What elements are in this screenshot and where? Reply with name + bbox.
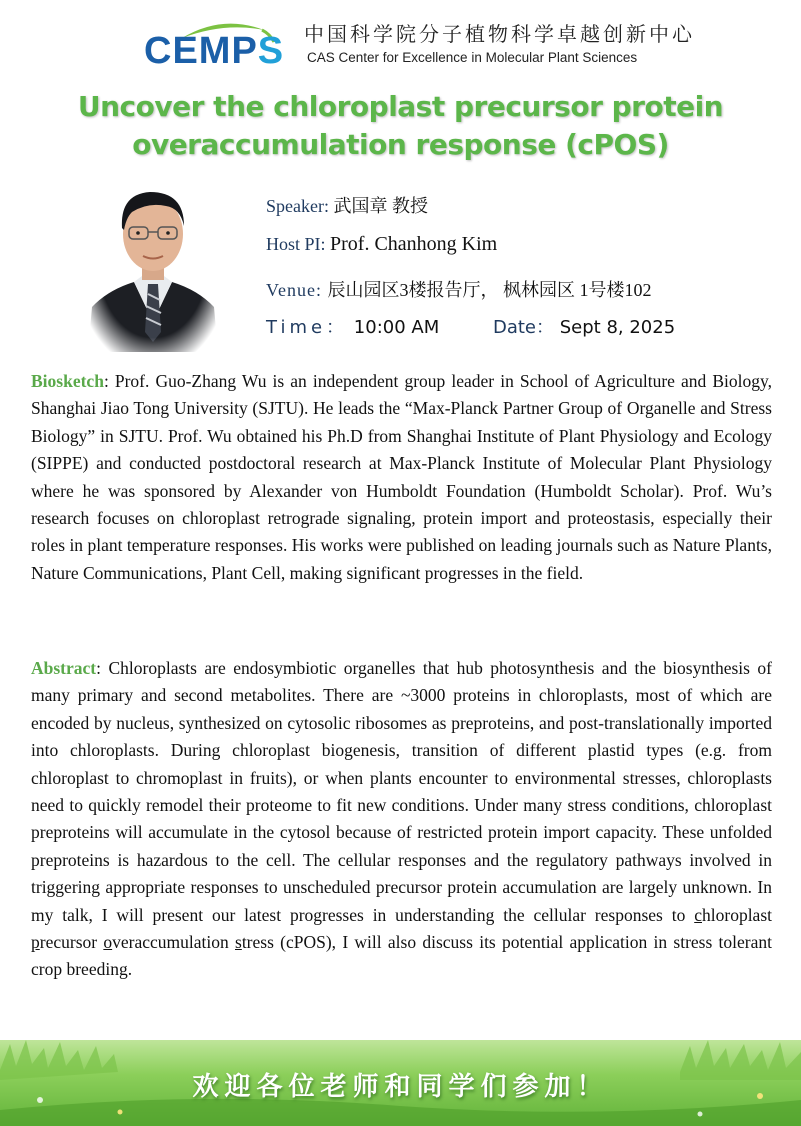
talk-title <box>0 88 801 164</box>
abstract-section: Abstract: Chloroplasts are endosymbiotic organelles that hub photosynthesis and the biosynthesis of many primary and second metabolites. There are ~3000 proteins in chloroplasts, most of which are encoded by nucleus, synthesized on cytosolic ribosomes as preproteins, and post-translationally imported into chloroplasts. During chloroplast biogenesis, transition of different plastid types (e.g. from chloroplast to chromoplast in fruits), or when plants encounter to environmental stresses, chloroplasts need to quickly remodel their proteome to fit new conditions. Under many stress conditions, chloroplast preproteins will accumulate in the cytosol because of restricted protein import capacity. These unfolded preproteins is hazardous to the cell. The cellular responses and the regulatory pathways involved in triggering appropriate responses to unscheduled precursor protein accumulation are largely unknown. In my talk, I will present our latest progresses in understanding the cellular responses to chloroplast precursor overaccumulation stress (cPOS), I will also discuss its potential application in stress tolerant crop breeding. <box>31 658 773 980</box>
abstract-label: Abstract <box>31 658 97 678</box>
header <box>0 10 801 70</box>
time-label: Time： <box>266 317 349 338</box>
biosketch-section <box>31 368 772 587</box>
speaker-row <box>266 192 428 218</box>
biosketch-text: : Prof. Guo-Zhang Wu is an independent group leader in School of Agriculture and Biology, Shanghai Jiao Tong University (SJTU). He leads the “Max-Planck Partner Group of Organelle and Stress Biology” in SJTU. Prof. Wu obtained his Ph.D from Shanghai Institute of Plant Physiology and Ecology (SIPPE) and conducted postdoctoral research at Max-Planck Institute of Molecular Plant Physiology where he was sponsored by Alexander von Humboldt Foundation (Humboldt Scholar). Prof. Wu’s research focuses on chloroplast retrograde signaling, protein import and proteostasis, especially their roles in plant temperature responses. His works were published on leading journals such as Nature Plants, Nature Communications, Plant Cell, making significant progresses in the field. <box>31 371 772 583</box>
speaker-value: 武国章 教授 <box>333 196 428 216</box>
venue-value: 辰山园区3楼报告厅， 枫林园区 1号楼102 <box>327 280 652 300</box>
time-row <box>266 313 675 339</box>
institution-name-cn: 中国科学院分子植物科学卓越创新中心 <box>304 22 695 46</box>
speaker-photo <box>88 172 218 352</box>
host-label: Host PI: <box>266 234 331 254</box>
institution-name-en: CAS Center for Excellence in Molecular Plant Sciences <box>307 50 638 65</box>
host-value: Prof. Chanhong Kim <box>330 233 498 255</box>
date-value: Sept 8, 2025 <box>559 317 676 338</box>
venue-row <box>266 276 651 302</box>
speaker-label: Speaker: <box>266 196 334 216</box>
abstract-text: : Chloroplasts are endosymbiotic organelles that hub photosynthesis and the biosynthesis of many primary and second metabolites. There are ~3000 proteins in chloroplasts, most of which are encoded by nucleus, synthesized on cytosolic ribosomes as preproteins, and post-translationally imported into chloroplasts. During chloroplast biogenesis, transition of different plastid types (e.g. from chloroplast to chromoplast in fruits), or when plants encounter to environmental stresses, chloroplasts need to quickly remodel their proteome to fit new conditions. Under many stress conditions, chloroplast preproteins will accumulate in the cytosol because of restricted protein import capacity. These unfolded preproteins is hazardous to the cell. The cellular responses and the regulatory pathways involved in triggering appropriate responses to unscheduled precursor protein accumulation are largely unknown. In my talk, I will present our latest progresses in understanding the cellular responses to <box>31 658 772 925</box>
venue-label: Venue: <box>266 280 328 300</box>
biosketch-label: Biosketch <box>31 371 104 391</box>
talk-title-line2: overaccumulation response (cPOS) <box>132 128 669 161</box>
footer-banner <box>0 1040 801 1126</box>
date-label: Date： <box>492 317 555 338</box>
logo-text: CEMPS <box>144 30 285 72</box>
cemps-logo <box>142 16 292 72</box>
speaker-portrait-image <box>88 172 218 352</box>
host-row <box>266 233 497 256</box>
welcome-message: 欢迎各位老师和同学们参加！ <box>192 1072 609 1102</box>
talk-title-line1: Uncover the chloroplast precursor protein <box>77 90 724 123</box>
time-value: 10:00 AM <box>353 317 440 338</box>
